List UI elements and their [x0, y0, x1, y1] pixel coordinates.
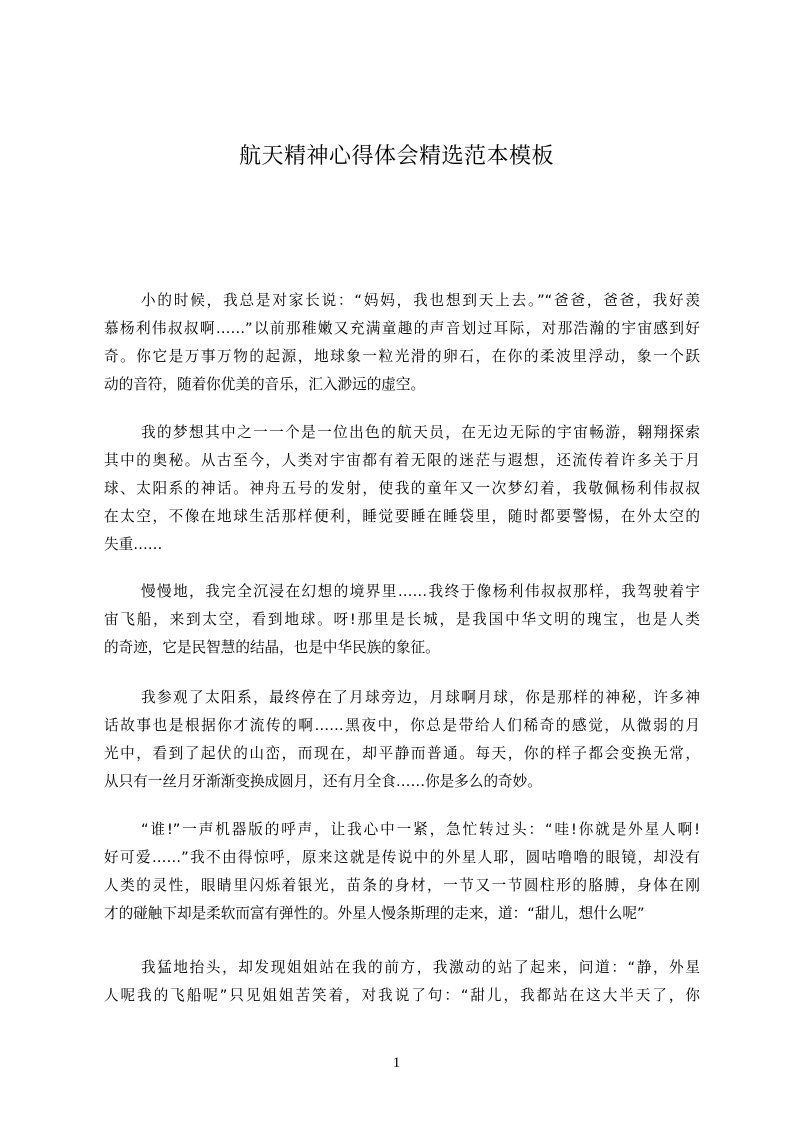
text-line: 宙飞船，来到太空，看到地球。呀!那里是长城，是我国中华文明的瑰宝，也是人类 — [104, 611, 700, 628]
paragraph-6 — [104, 954, 700, 1010]
text-line: 其中的奥秘。从古至今，人类对宇宙都有着无限的迷茫与遐想，还流传着许多关于月 — [104, 452, 700, 469]
text-line: 失重…… — [104, 536, 163, 553]
text-line: 在太空，不像在地球生活那样便利，睡觉要睡在睡袋里，随时都要警惕，在外太空的 — [104, 508, 700, 525]
page-number: 1 — [392, 1055, 401, 1071]
text-line: “谁!”一声机器版的呼声，让我心中一紧，急忙转过头：“哇!你就是外星人啊! — [141, 821, 700, 838]
text-line: 小的时候，我总是对家长说：“妈妈，我也想到天上去。”“爸爸，爸爸，我好羡 — [141, 292, 700, 309]
text-line: 好可爱……”我不由得惊呼，原来这就是传说中的外星人耶，圆咕噜噜的眼镜，却没有 — [104, 849, 700, 866]
text-line: 的奇迹，它是民智慧的结晶，也是中华民族的象征。 — [104, 639, 440, 656]
text-line: 我的梦想其中之一一个是一位出色的航天员，在无边无际的宇宙畅游，翱翔探索 — [141, 424, 700, 441]
text-line: 人呢我的飞船呢”只见姐姐苦笑着，对我说了句：“甜儿，我都站在这大半天了，你 — [104, 987, 700, 1004]
text-line: 才的碰触下却是柔软而富有弹性的。外星人慢条斯理的走来，道：“甜儿，想什么呢” — [104, 905, 645, 922]
text-line: 我参观了太阳系，最终停在了月球旁边，月球啊月球，你是那样的神秘，许多神 — [141, 689, 700, 706]
text-line: 慢慢地，我完全沉浸在幻想的境界里……我终于像杨利伟叔叔那样，我驾驶着宇 — [141, 583, 700, 600]
text-line: 我猛地抬头，却发现姐姐站在我的前方，我激动的站了起来，问道：“静，外星 — [141, 959, 700, 976]
paragraph-2 — [104, 419, 700, 559]
text-line: 人类的灵性，眼睛里闪烁着银光，苗条的身材，一节又一节圆柱形的胳膊，身体在刚 — [104, 877, 700, 894]
text-line: 光中，看到了起伏的山峦，而现在，却平静而普通。每天，你的样子都会变换无常， — [104, 745, 700, 762]
paragraph-1 — [104, 287, 700, 399]
text-line: 球、太阳系的神话。神舟五号的发射，使我的童年又一次梦幻着，我敬佩杨利伟叔叔 — [104, 480, 700, 497]
text-line: 话故事也是根据你才流传的啊……黑夜中，你总是带给人们稀奇的感觉，从微弱的月 — [104, 717, 700, 734]
text-line: 慕杨利伟叔叔啊……”以前那稚嫩又充满童趣的声音划过耳际，对那浩瀚的宇宙感到好 — [104, 320, 700, 337]
paragraph-4 — [104, 684, 700, 796]
document-title: 航天精神心得体会精选范本模板 — [238, 144, 554, 169]
paragraph-3 — [104, 578, 700, 662]
text-line: 从只有一丝月牙渐渐变换成圆月，还有月全食……你是多么的奇妙。 — [104, 773, 542, 790]
text-line: 动的音符，随着你优美的音乐，汇入渺远的虚空。 — [104, 376, 426, 393]
paragraph-5 — [104, 816, 700, 928]
text-line: 奇。你它是万事万物的起源，地球象一粒光滑的卵石，在你的柔波里浮动，象一个跃 — [104, 348, 700, 365]
